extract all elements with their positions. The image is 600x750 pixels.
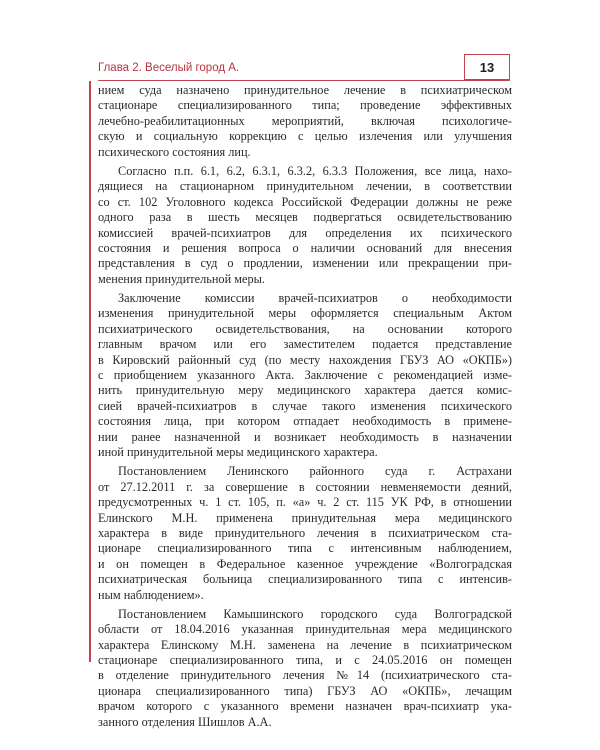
text-line: дящиеся на стационарном принудительном лечении, в соответствии: [98, 179, 512, 194]
text-line: занного отделения Шишлов А.А.: [98, 714, 272, 729]
page-number: 13: [464, 54, 510, 80]
text-line: ционаре специализированного типа с интенсивным наблюдением,: [98, 541, 512, 556]
text-line: иной принудительной меры медицинского характера.: [98, 444, 378, 459]
text-line: менения принудительной меры.: [98, 271, 265, 286]
body-text: [98, 83, 512, 730]
text-line: нить принудительную меру медицинского характера дается комис-: [98, 383, 512, 398]
text-line: психического состояния лиц.: [98, 144, 251, 159]
text-line: скую и социальную коррекцию с целью излечения или улучшения: [98, 129, 512, 144]
text-line: от 27.12.2011 г. за совершение в состоянии невменяемости деяний,: [98, 479, 512, 494]
text-line: предусмотренных ч. 1 ст. 105, п. «а» ч. 2 ст. 115 УК РФ, в отношении: [98, 495, 512, 510]
text-line: нии ранее назначенной и возникает необходимость в назначении: [98, 429, 512, 444]
text-line: главным врачом или его заместителем подается представление: [98, 337, 512, 352]
paragraph: [98, 291, 512, 460]
paragraph: [98, 83, 512, 160]
text-line: стационаре специализированного типа; проведение эффективных: [98, 98, 512, 113]
text-line: ным наблюдением».: [98, 587, 204, 602]
text-line: ционара специализированного типа) ГБУЗ АО «ОКПБ», лечащим: [98, 683, 512, 698]
header-rule: [98, 80, 510, 81]
left-margin-rule: [89, 81, 91, 662]
text-line: одного раза в шесть месяцев подвергаться освидетельствованию: [98, 210, 512, 225]
text-line: сией врачей-психиатров в случае такого изменения психического: [98, 398, 512, 413]
paragraph: [98, 464, 512, 603]
running-header-chapter-title: Глава 2. Веселый город А.: [98, 62, 240, 74]
text-line: в отделение принудительного лечения №14 (психиатрического ста-: [98, 668, 512, 683]
text-line: стационаре специализированного типа, и с 24.05.2016 он помещен: [98, 653, 512, 668]
text-line: характера Елинскому М.Н. заменена на лечение в психиатрическом: [98, 637, 512, 652]
text-line: представления в суд о продлении, изменении или прекращении при-: [98, 256, 512, 271]
text-line: состояния лица, при котором отпадает необходимость в примене-: [98, 414, 512, 429]
text-line: со ст. 102 Уголовного кодекса Российской Федерации должны не реже: [98, 194, 512, 209]
text-line: изменения принудительной меры оформляется специальным Актом: [98, 306, 512, 321]
text-line: Елинского М.Н. применена принудительная мера медицинского: [98, 510, 512, 525]
text-line: психиатрическая больница специализированного типа с интенсив-: [98, 572, 512, 587]
text-line: Постановлением Камышинского городского суда Волгоградской: [118, 606, 512, 621]
text-line: врачом которого с указанного времени назначен врач-психиатр ука-: [98, 699, 512, 714]
text-line: с приобщением указанного Акта. Заключение с рекомендацией изме-: [98, 368, 512, 383]
text-line: состояния и решения вопроса о наличии оснований для внесения: [98, 240, 512, 255]
text-line: и он помещен в Федеральное казенное учреждение «Волгоградская: [98, 556, 512, 571]
text-line: Заключение комиссии врачей-психиатров о необходимости: [118, 291, 512, 306]
text-line: области от 18.04.2016 указанная принудительная мера медицинского: [98, 622, 512, 637]
text-line: Постановлением Ленинского районного суда г. Астрахани: [118, 464, 512, 479]
paragraph: [98, 607, 512, 730]
text-line: психиатрического освидетельствования, на основании которого: [98, 321, 512, 336]
text-line: нием суда назначено принудительное лечение в психиатрическом: [98, 83, 512, 97]
text-line: характера в виде принудительного лечения в психиатрическом ста-: [98, 525, 512, 540]
text-line: комиссией врачей-психиатров для определения их психического: [98, 225, 512, 240]
text-line: Согласно п.п. 6.1, 6.2, 6.3.1, 6.3.2, 6.3.3 Положения, все лица, нахо-: [118, 163, 512, 178]
text-line: в Кировский районный суд (по месту нахождения ГБУЗ АО «ОКПБ»): [98, 352, 512, 367]
paragraph: [98, 164, 512, 287]
text-line: лечебно-реабилитационных мероприятий, включая психологиче-: [98, 113, 512, 128]
